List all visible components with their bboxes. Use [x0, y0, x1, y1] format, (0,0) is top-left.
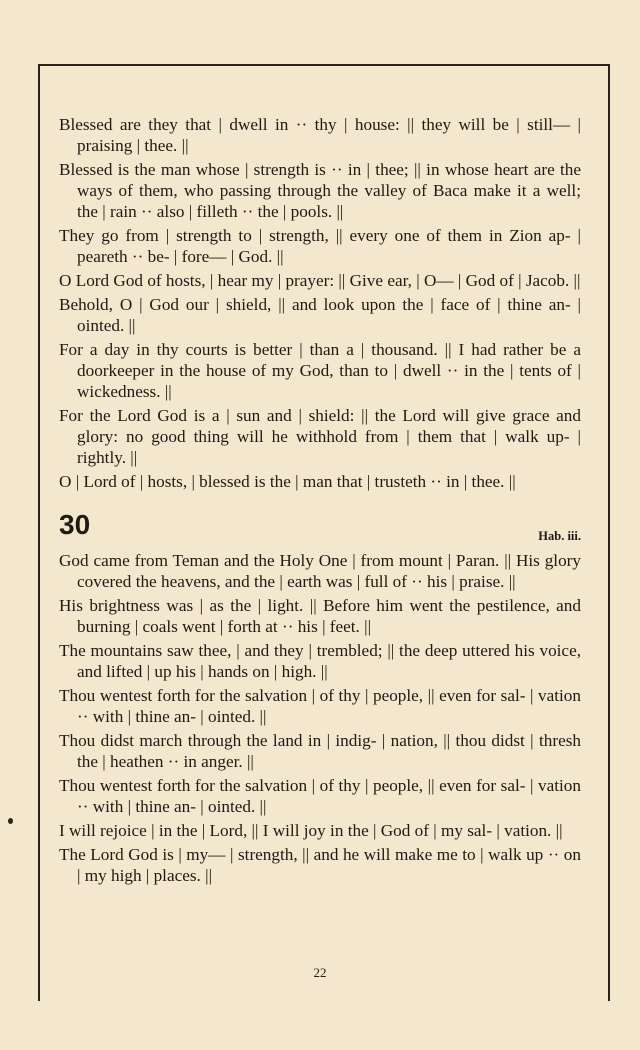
verse: Thou wentest forth for the salvation | of thy | people, || even for sal- | vation ·· with | thine an- | ointed. ||	[59, 776, 581, 816]
verse: Thou wentest forth for the salvation | of thy | people, || even for sal- | vation ·· with | thine an- | ointed. ||	[59, 686, 581, 726]
verse: They go from | strength to | strength, || every one of them in Zion ap- | peareth ·· be- | fore— | God. ||	[59, 226, 581, 266]
verse: Thou didst march through the land in | indig- | nation, || thou didst | thresh the | heathen ·· in anger. ||	[59, 731, 581, 771]
verse: God came from Teman and the Holy One | from mount | Paran. || His glory covered the heavens, and the | earth was | full of ·· his | praise. ||	[59, 551, 581, 591]
verse: Blessed is the man whose | strength is ·· in | thee; || in whose heart are the ways of them, who passing through the valley of Baca make it a well; the | rain ·· also | filleth ·· the | pools. ||	[59, 160, 581, 221]
ink-blot	[8, 818, 13, 824]
section-header	[59, 509, 581, 548]
verse: The Lord God is | my— | strength, || and he will make me to | walk up ·· on | my high | places. ||	[59, 845, 581, 885]
verse: O | Lord of | hosts, | blessed is the | man that | trusteth ·· in | thee. ||	[59, 472, 516, 491]
verse: O Lord God of hosts, | hear my | prayer: || Give ear, | O— | God of | Jacob. ||	[59, 271, 581, 290]
verse: The mountains saw thee, | and they | trembled; || the deep uttered his voice, and lifted | up his | hands on | high. ||	[59, 641, 581, 681]
verse: Behold, O | God our | shield, || and look upon the | face of | thine an- | ointed. ||	[59, 295, 581, 335]
verse: For a day in thy courts is better | than a | thousand. || I had rather be a doorkeeper in the house of my God, than to | dwell ·· in the | tents of | wickedness. ||	[59, 340, 581, 401]
page-number: 22	[313, 965, 327, 980]
psalm-section-a	[59, 114, 581, 492]
scripture-reference: Hab. iii.	[538, 529, 581, 543]
frame-left-rule	[38, 64, 40, 1001]
verse: His brightness was | as the | light. || Before him went the pestilence, and burning | coals went | forth at ·· his | feet. ||	[59, 596, 581, 636]
verse: Blessed are they that | dwell in ·· thy | house: || they will be | still— | praising | thee. ||	[59, 115, 581, 155]
page-content	[59, 114, 581, 889]
section-number: 30	[59, 509, 91, 540]
frame-right-rule	[608, 64, 610, 1001]
frame-top-rule	[38, 64, 610, 66]
psalm-section-b	[59, 550, 581, 886]
verse: For the Lord God is a | sun and | shield: || the Lord will give grace and glory: no good thing will he withhold from | them that | walk up- | rightly. ||	[59, 406, 581, 467]
verse: I will rejoice | in the | Lord, || I will joy in the | God of | my sal- | vation. ||	[59, 821, 563, 840]
